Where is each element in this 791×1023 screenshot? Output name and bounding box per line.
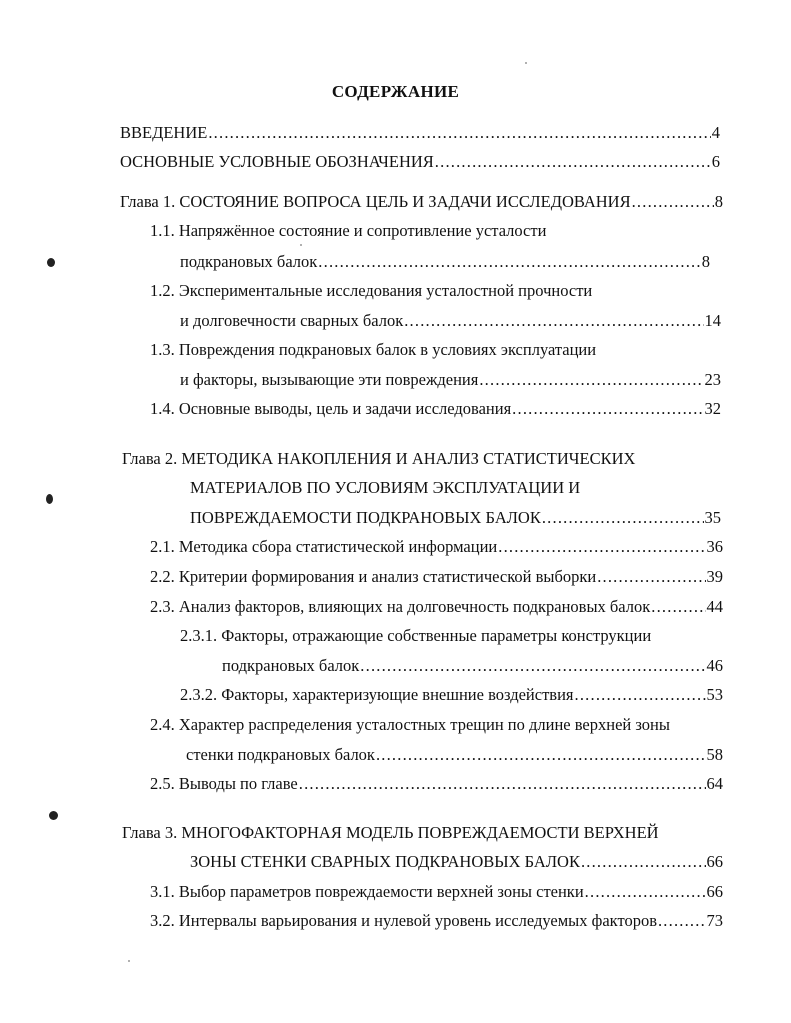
toc-entry-1-3	[180, 370, 721, 390]
toc-entry-2-3-1	[222, 656, 723, 676]
toc-page-number: 4	[711, 123, 720, 142]
toc-entry-text: 3.2. Интервалы варьирования и нулевой уровень исследуемых факторов	[150, 911, 657, 930]
scan-speck	[300, 244, 302, 246]
toc-entry-chapter-2-line1: Глава 2. МЕТОДИКА НАКОПЛЕНИЯ И АНАЛИЗ СТАТИСТИЧЕСКИХ	[122, 449, 636, 468]
toc-leader-dots	[632, 192, 714, 212]
toc-leader-dots	[318, 252, 700, 272]
toc-entry-intro	[120, 123, 720, 143]
toc-entry-2-5	[150, 774, 723, 794]
toc-entry-text: ПОВРЕЖДАЕМОСТИ ПОДКРАНОВЫХ БАЛОК	[190, 508, 541, 527]
toc-leader-dots	[597, 567, 705, 587]
toc-entry-1-3-line1: 1.3. Повреждения подкрановых балок в условиях эксплуатации	[150, 340, 597, 359]
toc-page-number: 53	[706, 685, 723, 704]
toc-entry-1-2	[180, 311, 721, 331]
toc-leader-dots	[585, 882, 706, 902]
toc-entry-notation	[120, 152, 720, 172]
toc-entry-1-1-line1: 1.1. Напряжённое состояние и сопротивление усталости	[150, 221, 547, 240]
toc-page-number: 23	[704, 370, 721, 389]
toc-entry-2-4	[186, 745, 723, 765]
toc-page-number: 44	[706, 597, 723, 616]
toc-entry-2-1	[150, 537, 723, 557]
toc-entry-3-1	[150, 882, 723, 902]
toc-leader-dots	[658, 911, 706, 931]
toc-entry-chapter-3-line1: Глава 3. МНОГОФАКТОРНАЯ МОДЕЛЬ ПОВРЕЖДАЕМОСТИ ВЕРХНЕЙ	[122, 823, 659, 842]
toc-entry-1-2-line1: 1.2. Экспериментальные исследования усталостной прочности	[150, 281, 593, 300]
toc-page-number: 64	[706, 774, 723, 793]
toc-entry-text: подкрановых балок	[222, 656, 360, 675]
toc-entry-text: ВВЕДЕНИЕ	[120, 123, 208, 142]
toc-page-number: 32	[704, 399, 721, 418]
punch-hole-mark	[46, 494, 53, 504]
toc-leader-dots	[435, 152, 711, 172]
toc-entry-1-4	[150, 399, 721, 419]
toc-page-number: 35	[704, 508, 721, 527]
toc-page-number: 14	[704, 311, 721, 330]
toc-entry-text: ЗОНЫ СТЕНКИ СВАРНЫХ ПОДКРАНОВЫХ БАЛОК	[190, 852, 580, 871]
page-title: СОДЕРЖАНИЕ	[331, 82, 460, 101]
toc-leader-dots	[479, 370, 703, 390]
toc-leader-dots	[360, 656, 705, 676]
toc-page-number: 58	[706, 745, 723, 764]
toc-entry-text: 2.5. Выводы по главе	[150, 774, 298, 793]
toc-entry-chapter-1	[120, 192, 723, 212]
toc-page-number: 73	[706, 911, 723, 930]
toc-page-number: 36	[706, 537, 723, 556]
toc-entry-2-3-2	[180, 685, 723, 705]
toc-entry-1-1	[180, 252, 710, 272]
toc-entry-text: стенки подкрановых балок	[186, 745, 375, 764]
toc-page-number: 66	[706, 852, 723, 871]
toc-page-number: 39	[706, 567, 723, 586]
toc-page-number: 8	[701, 252, 710, 271]
toc-entry-chapter-2-line2: МАТЕРИАЛОВ ПО УСЛОВИЯМ ЭКСПЛУАТАЦИИ И	[190, 478, 581, 497]
toc-entry-2-2	[150, 567, 723, 587]
toc-leader-dots	[575, 685, 706, 705]
toc-entry-2-3	[150, 597, 723, 617]
scan-speck	[525, 62, 527, 64]
toc-entry-text: подкрановых балок	[180, 252, 318, 271]
toc-page-number: 66	[706, 882, 723, 901]
toc-leader-dots	[376, 745, 706, 765]
toc-entry-text: 2.3.2. Факторы, характеризующие внешние воздействия	[180, 685, 574, 704]
toc-entry-text: и долговечности сварных балок	[180, 311, 404, 330]
toc-entry-text: 2.1. Методика сбора статистической информации	[150, 537, 498, 556]
scan-speck	[128, 960, 130, 962]
punch-hole-mark	[49, 811, 58, 820]
toc-leader-dots	[542, 508, 704, 528]
toc-leader-dots	[498, 537, 705, 557]
toc-entry-text: и факторы, вызывающие эти повреждения	[180, 370, 479, 389]
toc-page-number: 6	[711, 152, 720, 171]
toc-entry-2-4-line1: 2.4. Характер распределения усталостных трещин по длине верхней зоны	[150, 715, 670, 734]
toc-leader-dots	[651, 597, 705, 617]
toc-page-number: 8	[714, 192, 723, 211]
toc-entry-chapter-3	[190, 852, 723, 872]
toc-leader-dots	[404, 311, 703, 331]
toc-entry-text: 1.4. Основные выводы, цель и задачи исследования	[150, 399, 512, 418]
punch-hole-mark	[47, 258, 55, 267]
toc-entry-3-2	[150, 911, 723, 931]
toc-entry-2-3-1-line1: 2.3.1. Факторы, отражающие собственные параметры конструкции	[180, 626, 652, 645]
toc-leader-dots	[581, 852, 706, 872]
toc-entry-chapter-2	[190, 508, 721, 528]
toc-leader-dots	[208, 123, 710, 143]
toc-leader-dots	[299, 774, 706, 794]
toc-entry-text: ОСНОВНЫЕ УСЛОВНЫЕ ОБОЗНАЧЕНИЯ	[120, 152, 434, 171]
toc-leader-dots	[512, 399, 703, 419]
toc-entry-text: 2.3. Анализ факторов, влияющих на долговечность подкрановых балок	[150, 597, 651, 616]
toc-entry-text: Глава 1. СОСТОЯНИЕ ВОПРОСА ЦЕЛЬ И ЗАДАЧИ ИССЛЕДОВАНИЯ	[120, 192, 631, 211]
toc-entry-text: 2.2. Критерии формирования и анализ статистической выборки	[150, 567, 597, 586]
toc-entry-text: 3.1. Выбор параметров повреждаемости верхней зоны стенки	[150, 882, 584, 901]
toc-page-number: 46	[706, 656, 723, 675]
